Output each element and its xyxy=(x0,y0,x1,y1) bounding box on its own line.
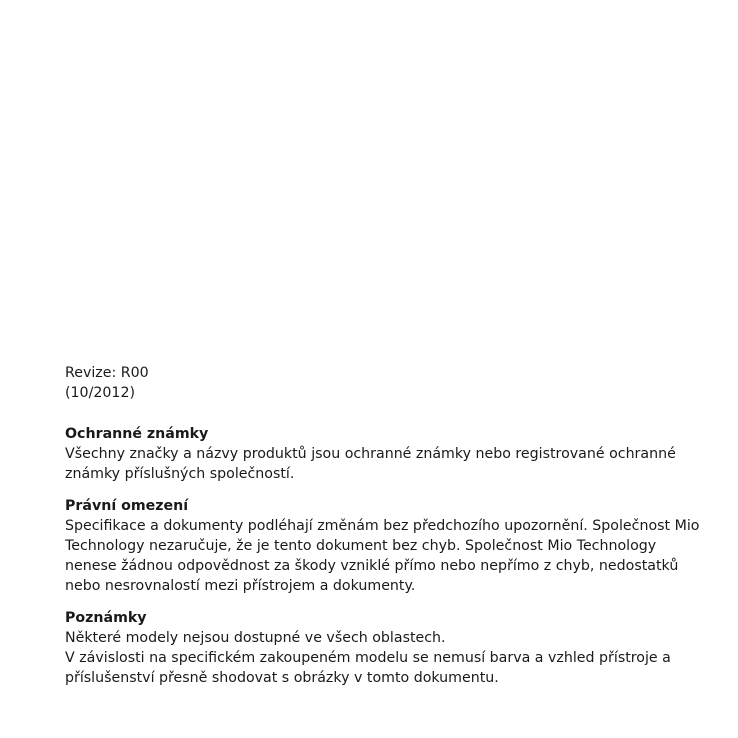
document-page xyxy=(65,363,700,700)
notes-heading: Poznámky xyxy=(65,610,147,626)
notes-text-line: příslušenství přesně shodovat s obrázky v tomto dokumentu. xyxy=(65,670,499,686)
revision-label: Revize: R00 xyxy=(65,365,149,381)
trademarks-heading: Ochranné známky xyxy=(65,426,209,442)
notes-text-line: V závislosti na specifickém zakoupeném modelu se nemusí barva a vzhled přístroje a xyxy=(65,650,671,666)
legal-disclaimer-text-line: nebo nesrovnalostí mezi přístrojem a dokumenty. xyxy=(65,578,416,594)
trademarks-text-line: Všechny značky a názvy produktů jsou ochranné známky nebo registrované ochranné xyxy=(65,446,676,462)
trademarks-text-line: známky příslušných společností. xyxy=(65,466,295,482)
legal-disclaimer-text-line: Specifikace a dokumenty podléhají změnám bez předchozího upozornění. Společnost Mio xyxy=(65,518,700,534)
notes-text-line: Některé modely nejsou dostupné ve všech oblastech. xyxy=(65,630,446,646)
legal-disclaimer-heading: Právní omezení xyxy=(65,498,189,514)
legal-disclaimer-text-line: Technology nezaručuje, že je tento dokument bez chyb. Společnost Mio Technology xyxy=(65,538,657,554)
notes-section xyxy=(65,608,685,688)
legal-disclaimer-text-line: nenese žádnou odpovědnost za škody vzniklé přímo nebo nepřímo z chyb, nedostatků xyxy=(65,558,679,574)
revision-block xyxy=(65,363,685,403)
legal-disclaimer-section xyxy=(65,496,700,596)
revision-date: (10/2012) xyxy=(65,385,136,401)
trademarks-section xyxy=(65,424,685,484)
